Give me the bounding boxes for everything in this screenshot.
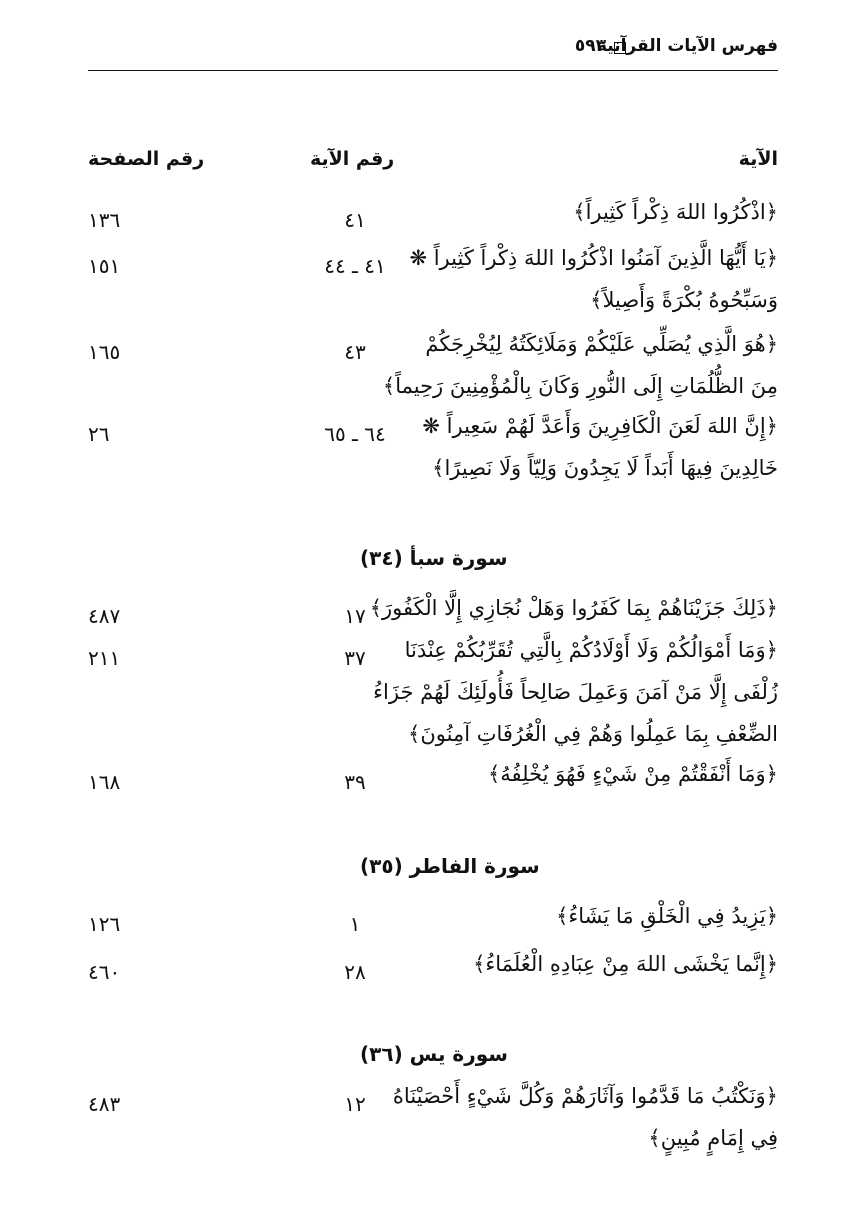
verse-number: ١٢ — [344, 1092, 366, 1116]
verse-line: فِي إِمَامٍ مُبِينٍ﴾ — [648, 1126, 778, 1150]
page-ref: ١٢٦ — [88, 912, 121, 936]
verse-line: ﴿اذْكُرُوا اللهَ ذِكْراً كَثِيراً﴾ — [573, 200, 778, 224]
page-ref: ١٦٥ — [88, 340, 121, 364]
running-header — [88, 32, 778, 66]
verse-number: ٤١ — [344, 208, 366, 232]
page-ref: ٤٦٠ — [88, 960, 121, 984]
surah-heading-fatir: سورة الفاطر (٣٥) — [360, 854, 540, 878]
header-separator-square — [614, 42, 626, 54]
surah-heading-saba: سورة سبأ (٣٤) — [360, 546, 508, 570]
verse-line: ﴿وَمَا أَمْوَالُكُمْ وَلَا أَوْلَادُكُمْ بِالَّتِي تُقَرِّبُكُمْ عِنْدَنَا — [404, 638, 778, 662]
verse-number: ٣٩ — [344, 770, 366, 794]
verse-number: ١٧ — [344, 604, 366, 628]
column-header-verse-number: رقم الآية — [310, 148, 395, 170]
page-ref: ١٥١ — [88, 254, 121, 278]
surah-heading-yasin: سورة يس (٣٦) — [360, 1042, 508, 1066]
header-page-number: ٥٩٣ — [574, 36, 606, 56]
verse-line: ﴿إِنَّما يَخْشَى اللهَ مِنْ عِبَادِهِ الْعُلَمَاءُ﴾ — [473, 952, 778, 976]
verse-line: ﴿يَا أَيُّهَا الَّذِينَ آمَنُوا اذْكُرُوا اللهَ ذِكْراً كَثِيراً ❋ — [409, 246, 778, 270]
verse-number: ٣٧ — [344, 646, 366, 670]
page-ref: ٢١١ — [88, 646, 121, 670]
header-title: فهرس الآيات القرآنية — [596, 36, 778, 56]
verse-line: ﴿إِنَّ اللهَ لَعَنَ الْكَافِرِينَ وَأَعَدَّ لَهُمْ سَعِيراً ❋ — [422, 414, 778, 438]
verse-number: ٤١ ـ ٤٤ — [324, 254, 386, 278]
header-rule — [88, 70, 778, 71]
verse-number: ٢٨ — [344, 960, 366, 984]
page-ref: ٤٨٣ — [88, 1092, 121, 1116]
page-ref: ٤٨٧ — [88, 604, 121, 628]
verse-line: ﴿هُوَ الَّذِي يُصَلِّي عَلَيْكُمْ وَمَلَائِكَتُهُ لِيُخْرِجَكُمْ — [425, 332, 778, 356]
verse-line: زُلْفَى إِلَّا مَنْ آمَنَ وَعَمِلَ صَالِحاً فَأُولَئِكَ لَهُمْ جَزَاءُ — [373, 680, 778, 704]
verse-line: ﴿وَنَكْتُبُ مَا قَدَّمُوا وَآثَارَهُمْ وَكُلَّ شَيْءٍ أَحْصَيْنَاهُ — [392, 1084, 778, 1108]
verse-line: الضِّعْفِ بِمَا عَمِلُوا وَهُمْ فِي الْغُرُفَاتِ آمِنُونَ﴾ — [408, 722, 778, 746]
verse-number: ٦٤ ـ ٦٥ — [324, 422, 386, 446]
verse-line: ﴿وَمَا أَنْفَقْتُمْ مِنْ شَيْءٍ فَهُوَ يُخْلِفُهُ﴾ — [487, 762, 778, 786]
page-ref: ٢٦ — [88, 422, 110, 446]
column-header-verse: الآية — [738, 148, 778, 170]
verse-line: ﴿يَزِيدُ فِي الْخَلْقِ مَا يَشَاءُ﴾ — [556, 904, 778, 928]
verse-line: وَسَبِّحُوهُ بُكْرَةً وَأَصِيلاً﴾ — [590, 288, 778, 312]
verse-number: ٤٣ — [344, 340, 366, 364]
page-ref: ١٦٨ — [88, 770, 121, 794]
verse-line: ﴿ذَلِكَ جَزَيْنَاهُمْ بِمَا كَفَرُوا وَهَلْ نُجَازِي إِلَّا الْكَفُورَ﴾ — [369, 596, 778, 620]
verse-line: مِنَ الظُّلُمَاتِ إِلَى النُّورِ وَكَانَ بِالْمُؤْمِنِينَ رَحِيماً﴾ — [382, 374, 778, 398]
column-header-page: رقم الصفحة — [88, 148, 205, 170]
verse-number: ١ — [349, 912, 361, 936]
verse-line: خَالِدِينَ فِيهَا أَبَداً لَا يَجِدُونَ وَلِيّاً وَلَا نَصِيرًا﴾ — [432, 456, 778, 480]
page-ref: ١٣٦ — [88, 208, 121, 232]
